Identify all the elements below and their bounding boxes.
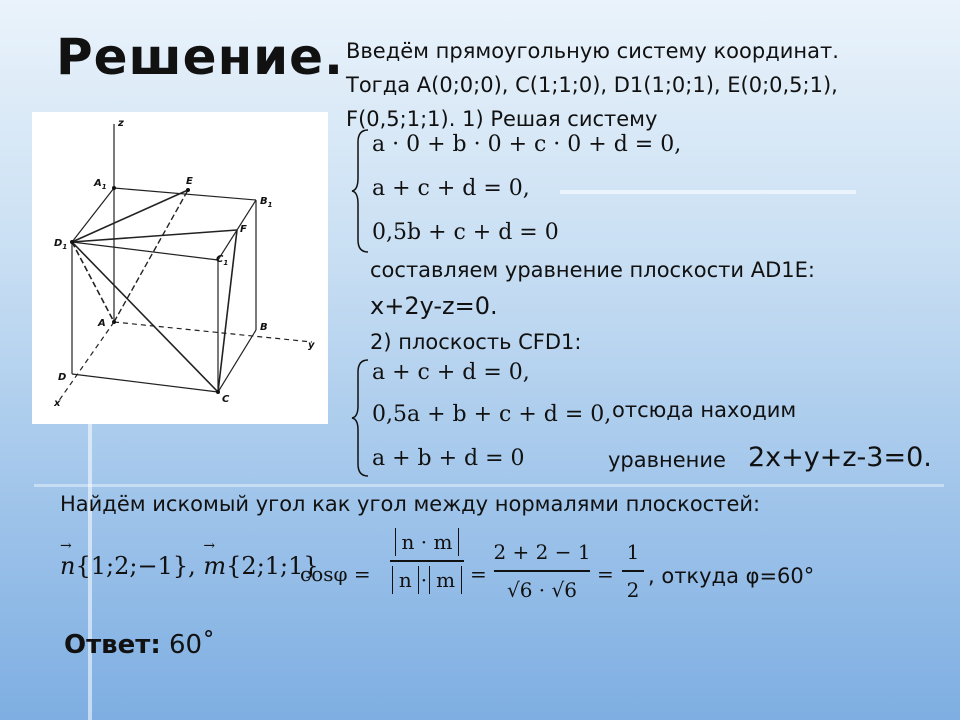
- point-e: [186, 188, 190, 192]
- label-b1-subscript: 1: [267, 201, 273, 209]
- cos-fraction-1: [390, 528, 464, 594]
- label-a1-subscript: 1: [101, 183, 107, 191]
- normal-n: → n: [60, 538, 76, 580]
- normals-separator: ,: [188, 552, 196, 580]
- label-f: F: [240, 224, 247, 235]
- segment-d1c: [72, 242, 218, 392]
- edge-d1c1: [72, 242, 218, 260]
- label-a: A: [98, 318, 106, 329]
- system2-eq3: a + b + d = 0: [372, 446, 525, 471]
- system1-eq1: a · 0 + b · 0 + c · 0 + d = 0,: [372, 132, 682, 157]
- label-b: B: [260, 322, 268, 333]
- system1-eq3: 0,5b + c + d = 0: [372, 220, 559, 245]
- answer: [64, 630, 215, 660]
- cos-num-3: 1: [626, 540, 640, 564]
- cos-den-1-dot: ·: [420, 567, 428, 592]
- plane2-label: 2) плоскость CFD1:: [370, 330, 582, 354]
- cos-num-1: n · m: [395, 528, 460, 556]
- edge-dc: [72, 374, 218, 392]
- label-c: C: [222, 394, 230, 405]
- cos-den-1: [392, 566, 462, 594]
- y-axis: [114, 322, 312, 342]
- intro-line-1: Введём прямоугольную систему координат.: [346, 39, 839, 63]
- point-d1: [70, 240, 74, 244]
- left-brace-2: [350, 356, 372, 480]
- x-axis: [58, 322, 114, 402]
- label-d1-subscript: 1: [62, 243, 68, 251]
- label-c1: $C_1$: [216, 254, 229, 267]
- left-brace-1: [350, 126, 372, 256]
- cos-den-1-m: m: [429, 566, 462, 594]
- normal-m-coords: {2;1;1}: [226, 552, 319, 580]
- point-a: [112, 320, 116, 324]
- cube-diagram: [32, 112, 328, 424]
- label-z: z: [118, 118, 124, 129]
- intro-line-2: Тогда A(0;0;0), C(1;1;0), D1(1;0;1), E(0;0,5;1),: [346, 73, 838, 97]
- normal-n-coords: {1;2;−1}: [75, 552, 189, 580]
- segment-ae: [114, 190, 188, 322]
- segment-d1f: [72, 230, 237, 242]
- plane2-equation: 2x+y+z-3=0.: [748, 442, 932, 473]
- plane1-label: составляем уравнение плоскости AD1E:: [370, 258, 815, 282]
- slide-title: Решение.: [56, 28, 345, 86]
- angle-text: Найдём искомый угол как угол между нормалями плоскостей:: [60, 492, 761, 516]
- point-c: [216, 390, 220, 394]
- cos-den-1-n: n: [392, 566, 419, 594]
- edge-d1a1: [72, 188, 114, 242]
- cos-fraction-2: [494, 540, 590, 602]
- label-a1: $A_1$: [94, 178, 107, 191]
- label-e: E: [186, 176, 193, 187]
- label-b1: $B_1$: [260, 196, 273, 209]
- answer-value: 60˚: [160, 630, 216, 660]
- cos-eq-2: =: [470, 562, 487, 586]
- system2-eq1: a + c + d = 0,: [372, 360, 530, 385]
- cube-figure: [32, 112, 328, 424]
- plane1-equation: x+2y-z=0.: [370, 292, 498, 320]
- answer-label: Ответ:: [64, 630, 161, 660]
- cos-lhs: cosφ =: [300, 562, 371, 586]
- label-c1-subscript: 1: [223, 259, 229, 267]
- label-d1: $D_1$: [54, 238, 68, 251]
- point-a1: [112, 186, 116, 190]
- system1-eq2: a + c + d = 0,: [372, 176, 530, 201]
- find-text: отсюда находим: [612, 398, 797, 422]
- decor-strip-horizontal: [560, 190, 856, 194]
- system2-eq2: 0,5a + b + c + d = 0,: [372, 402, 612, 427]
- label-d: D: [58, 372, 67, 383]
- intro-line-3: F(0,5;1;1). 1) Решая систему: [346, 107, 658, 131]
- label-y: y: [308, 340, 315, 351]
- cos-eq-3: =: [597, 562, 614, 586]
- label-x: x: [54, 398, 61, 409]
- decor-strip-horizontal-2: [34, 484, 944, 487]
- cos-fraction-3: [622, 540, 644, 602]
- cos-num-2: 2 + 2 − 1: [493, 540, 591, 564]
- segment-d1a: [72, 242, 114, 322]
- normals: [60, 538, 319, 580]
- intro-text: [346, 34, 946, 136]
- cos-den-2: √6 · √6: [506, 577, 577, 602]
- plane2-eq-label: уравнение: [608, 448, 726, 472]
- cos-tail: , откуда φ=60°: [648, 564, 815, 588]
- cos-den-3: 2: [626, 577, 640, 602]
- normal-m: → m: [203, 538, 227, 580]
